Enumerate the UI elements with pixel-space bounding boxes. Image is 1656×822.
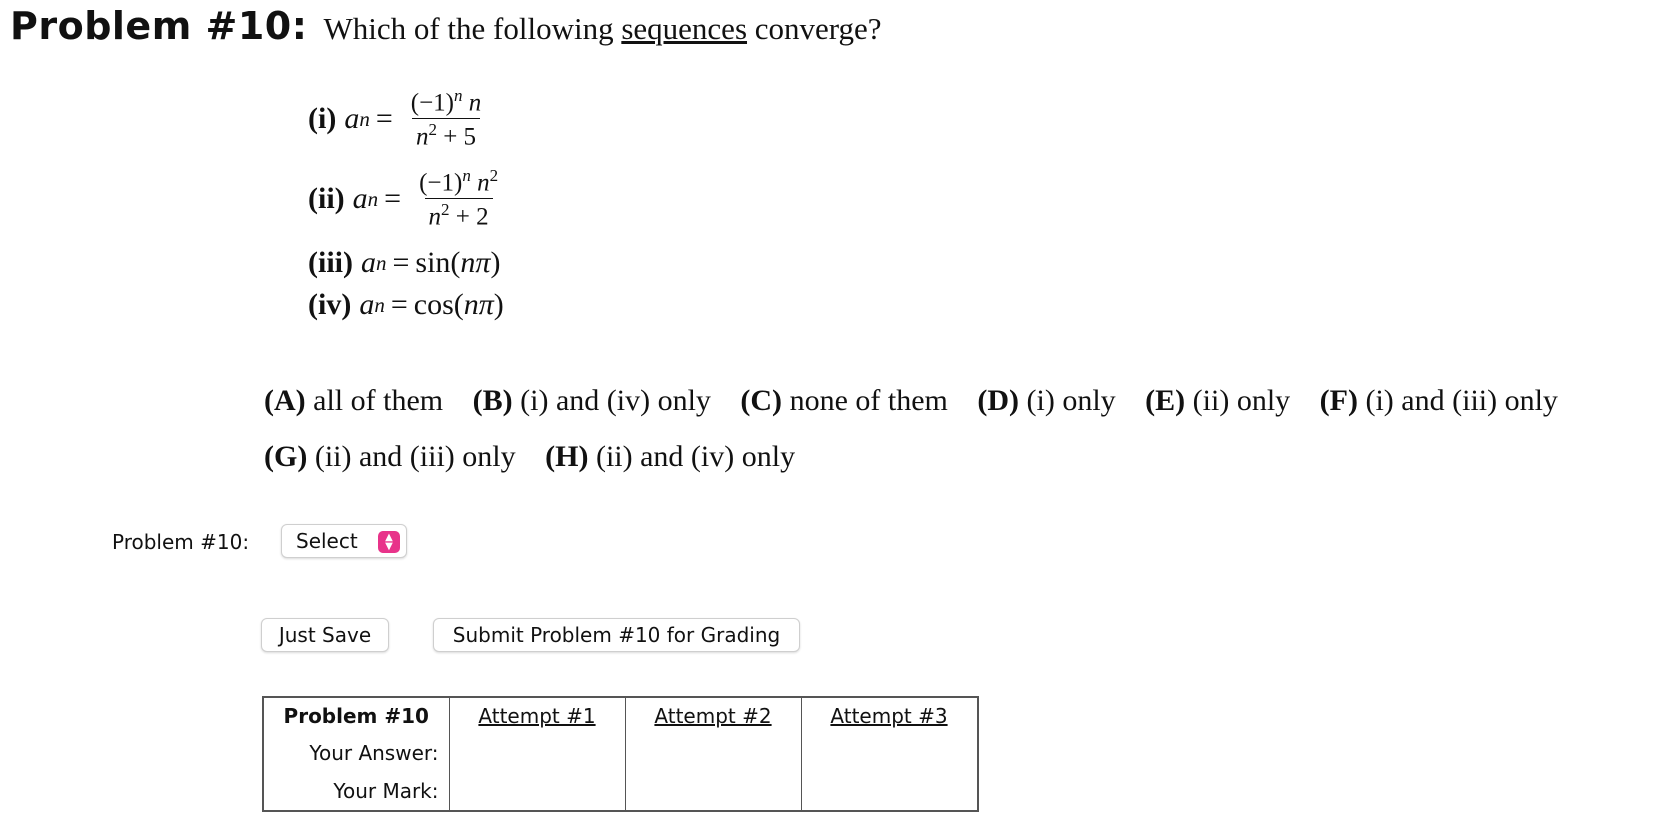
answer-cell-1 bbox=[449, 734, 625, 772]
mark-cell-1 bbox=[449, 772, 625, 811]
table-header-row bbox=[263, 697, 978, 734]
mark-cell-3 bbox=[801, 772, 978, 811]
answer-select[interactable] bbox=[281, 524, 407, 558]
select-updown-icon: ▲ ▼ bbox=[378, 531, 400, 553]
item-sub: n bbox=[374, 292, 385, 317]
fraction bbox=[415, 166, 502, 232]
item-var: a bbox=[352, 182, 368, 216]
item-var: a bbox=[361, 246, 376, 279]
item-var: a bbox=[359, 288, 375, 321]
fraction bbox=[407, 86, 486, 152]
item-eq: = bbox=[390, 288, 408, 321]
denominator: $n^2 + 2$ bbox=[425, 198, 493, 232]
question-text bbox=[323, 11, 881, 46]
mark-cell-2 bbox=[625, 772, 801, 811]
sequence-item-i bbox=[308, 86, 485, 152]
item-sub: n bbox=[376, 250, 387, 275]
attempts-table bbox=[262, 696, 979, 812]
attempt-1-link[interactable]: Attempt #1 bbox=[449, 697, 625, 734]
choice-a: (A) all of them bbox=[264, 384, 444, 417]
problem-heading bbox=[10, 4, 882, 48]
numerator: $(-1)^n$ $n^2$ bbox=[419, 166, 499, 197]
choice-g: (G) (ii) and (iii) only bbox=[264, 440, 516, 473]
sequence-item-ii bbox=[308, 166, 502, 232]
item-var: a bbox=[344, 102, 360, 136]
answer-label: Problem #10: bbox=[112, 530, 250, 554]
table-row-answer bbox=[263, 734, 978, 772]
item-eq: = bbox=[392, 246, 410, 279]
question-before: Which of the following bbox=[323, 11, 614, 46]
row-label-mark: Your Mark: bbox=[263, 772, 449, 811]
item-sub: n bbox=[359, 106, 370, 131]
submit-for-grading-button[interactable]: Submit Problem #10 for Grading bbox=[433, 618, 800, 652]
just-save-button[interactable]: Just Save bbox=[261, 618, 389, 652]
item-label: (iii) bbox=[308, 246, 353, 279]
question-underlined: sequences bbox=[621, 11, 748, 46]
item-label: (iv) bbox=[308, 288, 352, 321]
item-label: (ii) bbox=[308, 182, 345, 216]
choice-f: (F) (i) and (iii) only bbox=[1319, 384, 1558, 417]
question-after: converge? bbox=[754, 11, 882, 46]
attempt-3-link[interactable]: Attempt #3 bbox=[801, 697, 978, 734]
item-func: sin( bbox=[415, 246, 461, 279]
item-eq: = bbox=[375, 102, 393, 136]
answer-cell-3 bbox=[801, 734, 978, 772]
answer-cell-2 bbox=[625, 734, 801, 772]
sequence-item-iii: (iii) a n = sin( nπ ) bbox=[308, 246, 501, 279]
problem-title: Problem #10: bbox=[10, 4, 308, 48]
item-sub: n bbox=[367, 186, 379, 211]
denominator: $n^2 + 5$ bbox=[412, 118, 480, 152]
select-value: Select bbox=[296, 529, 358, 553]
sequence-item-iv: (iv) a n = cos( nπ ) bbox=[308, 288, 504, 321]
item-eq: = bbox=[384, 182, 402, 216]
row-label-answer: Your Answer: bbox=[263, 734, 449, 772]
numerator: $(-1)^n$ n bbox=[410, 86, 482, 117]
item-arg: nπ bbox=[463, 288, 494, 321]
item-arg: nπ bbox=[460, 246, 491, 279]
choice-d: (D) (i) only bbox=[977, 384, 1116, 417]
attempt-2-link[interactable]: Attempt #2 bbox=[625, 697, 801, 734]
choice-h: (H) (ii) and (iv) only bbox=[545, 440, 796, 473]
choice-e: (E) (ii) only bbox=[1145, 384, 1291, 417]
item-func: cos( bbox=[413, 288, 464, 321]
item-label: (i) bbox=[308, 102, 337, 136]
choices-row-1 bbox=[264, 384, 1558, 418]
choices-row-2 bbox=[264, 440, 817, 474]
table-row-mark bbox=[263, 772, 978, 811]
table-header-problem: Problem #10 bbox=[263, 697, 449, 734]
choice-b: (B) (i) and (iv) only bbox=[472, 384, 711, 417]
choice-c: (C) none of them bbox=[740, 384, 948, 417]
